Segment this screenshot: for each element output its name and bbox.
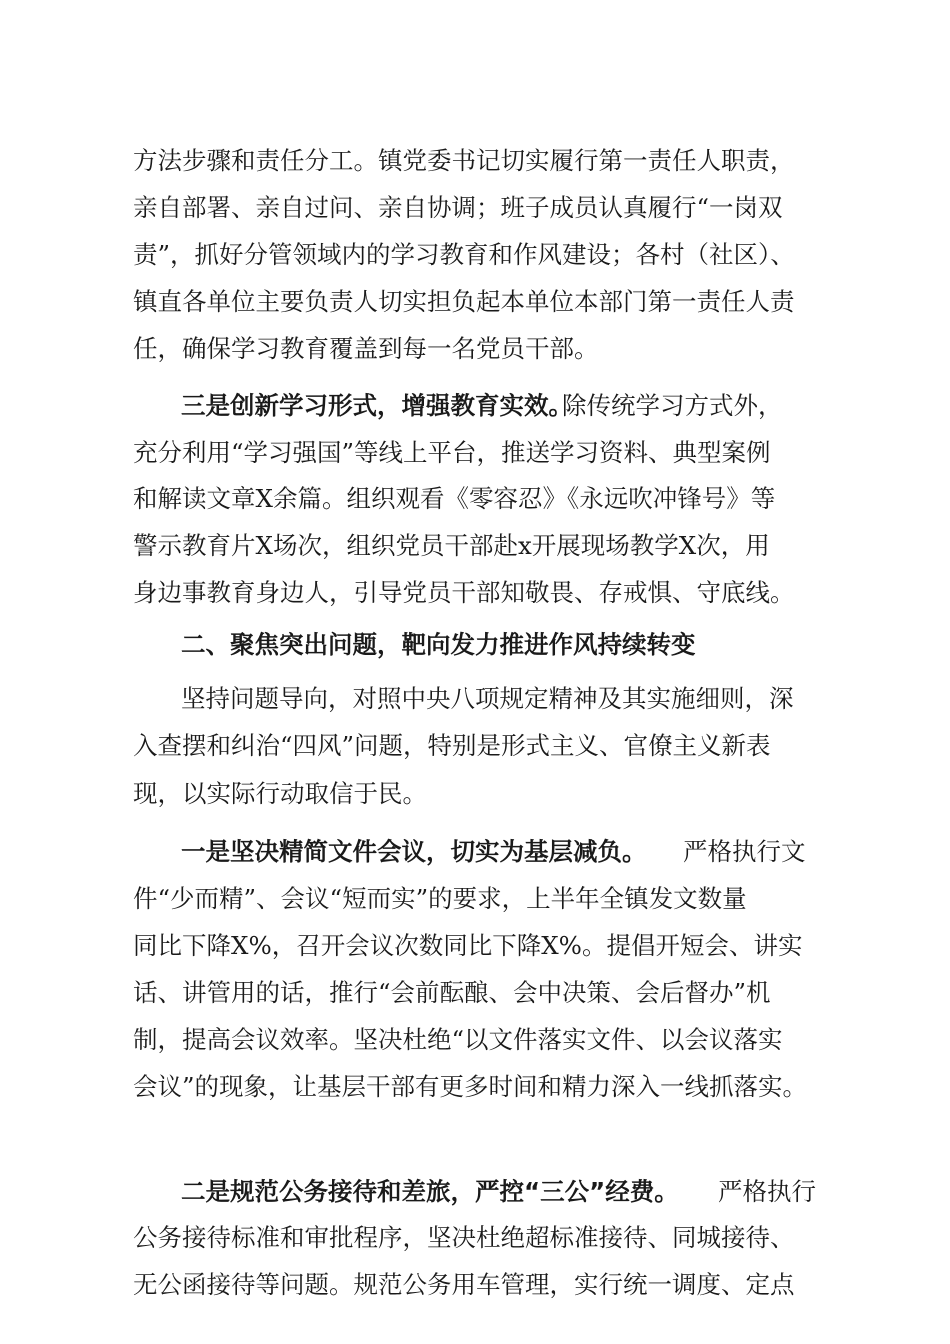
text-line — [0, 923, 950, 969]
paragraph-text: 除传统学习方式外， — [562, 391, 783, 420]
text-line — [0, 138, 950, 184]
paragraph-lead: 三是创新学习形式，增强教育实效。 — [181, 391, 573, 420]
paragraph-text: 现，以实际行动取信于民。 — [133, 779, 427, 808]
text-line — [0, 523, 950, 569]
section-heading: 二、聚焦突出问题，靶向发力推进作风持续转变 — [181, 630, 696, 659]
paragraph-text: 和解读文章X余篇。组织观看《零容忍》《永远吹冲锋号》等 — [133, 484, 776, 513]
text-line — [0, 430, 950, 476]
paragraph-text: 坚持问题导向，对照中央八项规定精神及其实施细则，深 — [181, 684, 794, 713]
text-line — [0, 723, 950, 769]
paragraph-text: 严格执行文 — [683, 837, 806, 866]
paragraph-lead: 二是规范公务接待和差旅，严控“三公”经费。 — [181, 1177, 679, 1206]
paragraph-text: 话、讲管用的话，推行“会前酝酿、会中决策、会后督办”机 — [133, 978, 771, 1007]
paragraph-text: 制，提高会议效率。坚决杜绝“以文件落实文件、以会议落实 — [133, 1025, 783, 1054]
paragraph-text: 公务接待标准和审批程序，坚决杜绝超标准接待、同城接待、 — [133, 1223, 795, 1252]
section-heading-line — [0, 622, 950, 668]
paragraph-text: 方法步骤和责任分工。镇党委书记切实履行第一责任人职责， — [133, 146, 795, 175]
text-line — [0, 676, 950, 722]
paragraph-text: 责”，抓好分管领域内的学习教育和作风建设；各村（社区）、 — [133, 240, 795, 269]
paragraph-text: 身边事教育身边人，引导党员干部知敬畏、存戒惧、守底线。 — [133, 578, 795, 607]
paragraph-lead: 一是坚决精简文件会议，切实为基层减负。 — [181, 837, 647, 866]
text-line — [0, 1017, 950, 1063]
text-line — [0, 570, 950, 616]
text-line — [0, 279, 950, 325]
text-line — [0, 1169, 950, 1215]
paragraph-text: 警示教育片X场次，组织党员干部赴x开展现场教学X次，用 — [133, 531, 770, 560]
paragraph-text: 亲自部署、亲自过问、亲自协调；班子成员认真履行“一岗双 — [133, 193, 783, 222]
text-line — [0, 1215, 950, 1261]
paragraph-text: 会议”的现象，让基层干部有更多时间和精力深入一线抓落实。 — [133, 1072, 808, 1101]
paragraph-text: 任，确保学习教育覆盖到每一名党员干部。 — [133, 334, 599, 363]
text-line — [0, 232, 950, 278]
text-line — [0, 876, 950, 922]
text-line — [0, 970, 950, 1016]
paragraph-text: 镇直各单位主要负责人切实担负起本单位本部门第一责任人责 — [133, 287, 795, 316]
text-line — [0, 476, 950, 522]
text-line — [0, 829, 950, 875]
text-line — [0, 185, 950, 231]
text-line — [0, 326, 950, 372]
text-line — [0, 771, 950, 817]
text-line — [0, 383, 950, 429]
paragraph-text: 件“少而精”、会议“短而实”的要求，上半年全镇发文数量 — [133, 884, 747, 913]
paragraph-text: 无公函接待等问题。规范公务用车管理，实行统一调度、定点 — [133, 1270, 795, 1299]
text-line — [0, 1262, 950, 1308]
paragraph-text: 入查摆和纠治“四风”问题，特别是形式主义、官僚主义新表 — [133, 731, 771, 760]
paragraph-text: 充分利用“学习强国”等线上平台，推送学习资料、典型案例 — [133, 438, 771, 467]
text-line — [0, 1064, 950, 1110]
paragraph-text: 严格执行 — [718, 1177, 816, 1206]
paragraph-text: 同比下降X%，召开会议次数同比下降X%。提倡开短会、讲实 — [133, 931, 803, 960]
